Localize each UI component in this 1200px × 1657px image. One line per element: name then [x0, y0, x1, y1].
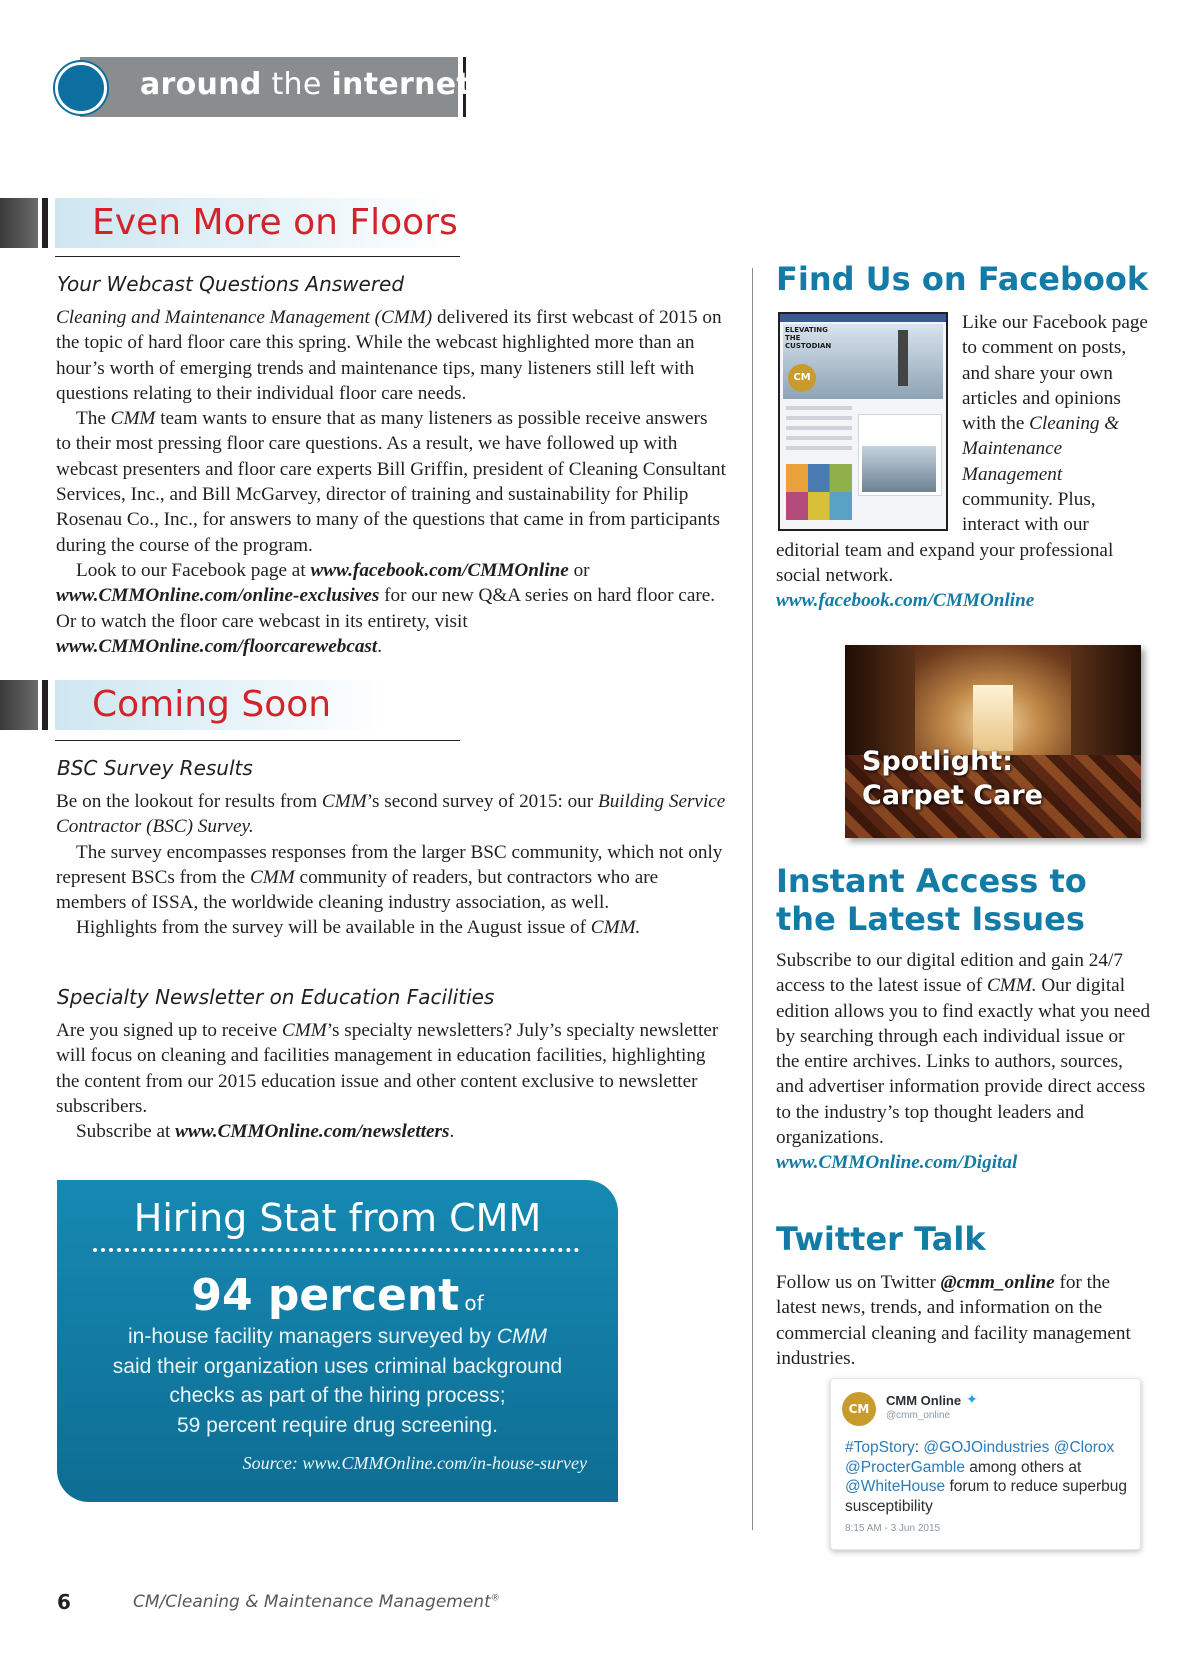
- floors-rule: [55, 256, 460, 257]
- facebook-cover-text: ELEVATING THE CUSTODIAN: [785, 326, 832, 350]
- hiring-stat-source[interactable]: Source: www.CMMOnline.com/in-house-survey: [242, 1453, 587, 1473]
- newsletter-subhead: Specialty Newsletter on Education Facilities: [57, 985, 495, 1009]
- mention-link[interactable]: @Clorox: [1053, 1439, 1115, 1456]
- spotlight-carpet-care-image[interactable]: [845, 645, 1141, 838]
- section-marker-line: [42, 680, 48, 730]
- access-text: Subscribe to our digital edition and gain 24/7 access to the latest issue of CMM. Our digital edition allows you to find exactly what you need by searching through each individual issue or the entire archives. Links to authors, sources, and advertiser information provide direct access to the industry’s top thought leaders and organizations. www.CMMOnline.com/Digital: [776, 950, 1151, 1174]
- coming-rule: [55, 740, 460, 741]
- bsc-subhead: BSC Survey Results: [57, 756, 253, 780]
- tweet-author-handle[interactable]: @cmm_online: [886, 1410, 951, 1421]
- section-marker: [0, 198, 38, 248]
- cmm-logo: CM: [788, 364, 816, 392]
- page-number: 6: [57, 1590, 71, 1614]
- twitter-handle-link[interactable]: @cmm_online: [940, 1272, 1055, 1293]
- hiring-stat-title: Hiring Stat from CMM: [133, 1196, 542, 1240]
- newsletter-article: Are you signed up to receive CMM’s specialty newsletters? July’s specialty newsletter will focus on cleaning and facilities management in education facilities, highlighting the content from our 2015 education issue and other content exclusive to newsletter subscribers. Subscribe at www.CMMOnline.com/newsletters.: [56, 1020, 719, 1143]
- floors-subhead: Your Webcast Questions Answered: [57, 272, 405, 296]
- newsletters-link[interactable]: www.CMMOnline.com/newsletters: [175, 1121, 450, 1143]
- twitter-text: Follow us on Twitter @cmm_online for the latest news, trends, and information on the commercial cleaning and facility management industries.: [776, 1272, 1131, 1369]
- publication-name: CM/Cleaning & Maintenance Management®: [133, 1592, 500, 1612]
- spotlight-caption: Spotlight: Carpet Care: [862, 746, 1043, 811]
- hiring-stat-description: in-house facility managers surveyed by CMM said their organization uses criminal background checks as part of the hiring process; 59 percent require drug screening.: [112, 1325, 563, 1437]
- mention-link[interactable]: @ProcterGamble: [845, 1458, 965, 1476]
- floors-title: Even More on Floors: [92, 202, 458, 243]
- dotted-divider: [93, 1248, 579, 1252]
- hashtag-link[interactable]: #TopStory: [845, 1439, 915, 1456]
- twitter-title: Twitter Talk: [776, 1220, 986, 1258]
- mention-link[interactable]: @GOJOindustries: [923, 1439, 1050, 1456]
- header-circle-icon: [55, 62, 107, 114]
- floorcare-webcast-link[interactable]: www.CMMOnline.com/floorcarewebcast: [56, 635, 378, 657]
- tweet-author-name[interactable]: CMM Online: [886, 1393, 962, 1408]
- floors-article: Cleaning and Maintenance Management (CMM) delivered its first webcast of 2015 on the topic of hard floor care this spring. While the webcast highlighted more than an hour’s worth of emerging trends and maintenance tips, many listeners still left with questions relating to their individual floor care needs. The CMM team wants to ensure that as many listeners as possible receive answers to their most pressing floor care questions. As a result, we have followed up with webcast presenters and floor care experts Bill Griffin, president of Cleaning Consultant Services, Inc., and Bill McGarvey, director of training and sustainability for Philip Rosenau Co., Inc., for answers to many of the questions that came in from participants during the course of the program. Look to our Facebook page at www.facebook.com/CMMOnline or www.CMMOnline.com/online-exclusives for our new Q&A series on hard floor care. Or to watch the floor care webcast in its entirety, visit www.CMMOnline.com/floorcarewebcast.: [56, 307, 726, 657]
- section-marker-line: [42, 198, 48, 248]
- column-divider: [752, 268, 753, 1530]
- tweet-text: #TopStory: @GOJOindustries @Clorox @ProcterGamble among others at @WhiteHouse forum to reduce superbug susceptibility: [845, 1439, 1127, 1515]
- digital-edition-link[interactable]: www.CMMOnline.com/Digital: [776, 1152, 1018, 1174]
- corridor-doorway: [973, 685, 1013, 751]
- access-title: Instant Access to the Latest Issues: [776, 862, 1087, 938]
- coming-title: Coming Soon: [92, 684, 332, 725]
- facebook-text: Like our Facebook page to comment on posts, and share your own articles and opinions with the Cleaning & Maintenance Management community. Plus, interact with our editorial team and expand your professional social network. www.facebook.com/CMMOnline: [776, 312, 1148, 612]
- text-wrap-spacer: [776, 310, 962, 536]
- section-banner-title: around the internet: [140, 67, 472, 102]
- tweet-timestamp[interactable]: 8:15 AM - 3 Jun 2015: [845, 1523, 941, 1534]
- online-exclusives-link[interactable]: www.CMMOnline.com/online-exclusives: [56, 585, 380, 607]
- facebook-url-link[interactable]: www.facebook.com/CMMOnline: [776, 590, 1035, 612]
- section-marker: [0, 680, 38, 730]
- mention-link[interactable]: @WhiteHouse: [845, 1478, 946, 1495]
- hiring-stat-figure: 94 percent of: [191, 1270, 484, 1321]
- twitter-bird-icon: ✦: [966, 1392, 978, 1408]
- tweet-avatar[interactable]: CM: [842, 1392, 876, 1426]
- facebook-title: Find Us on Facebook: [776, 260, 1149, 298]
- facebook-link[interactable]: www.facebook.com/CMMOnline: [310, 559, 569, 581]
- bsc-article: Be on the lookout for results from CMM’s second survey of 2015: our Building Service Contractor (BSC) Survey. The survey encompasses responses from the larger BSC community, which not only represent BSCs from the CMM community of readers, but contractors who are members of ISSA, the worldwide cleaning industry association, as well. Highlights from the survey will be available in the August issue of CMM.: [56, 791, 726, 939]
